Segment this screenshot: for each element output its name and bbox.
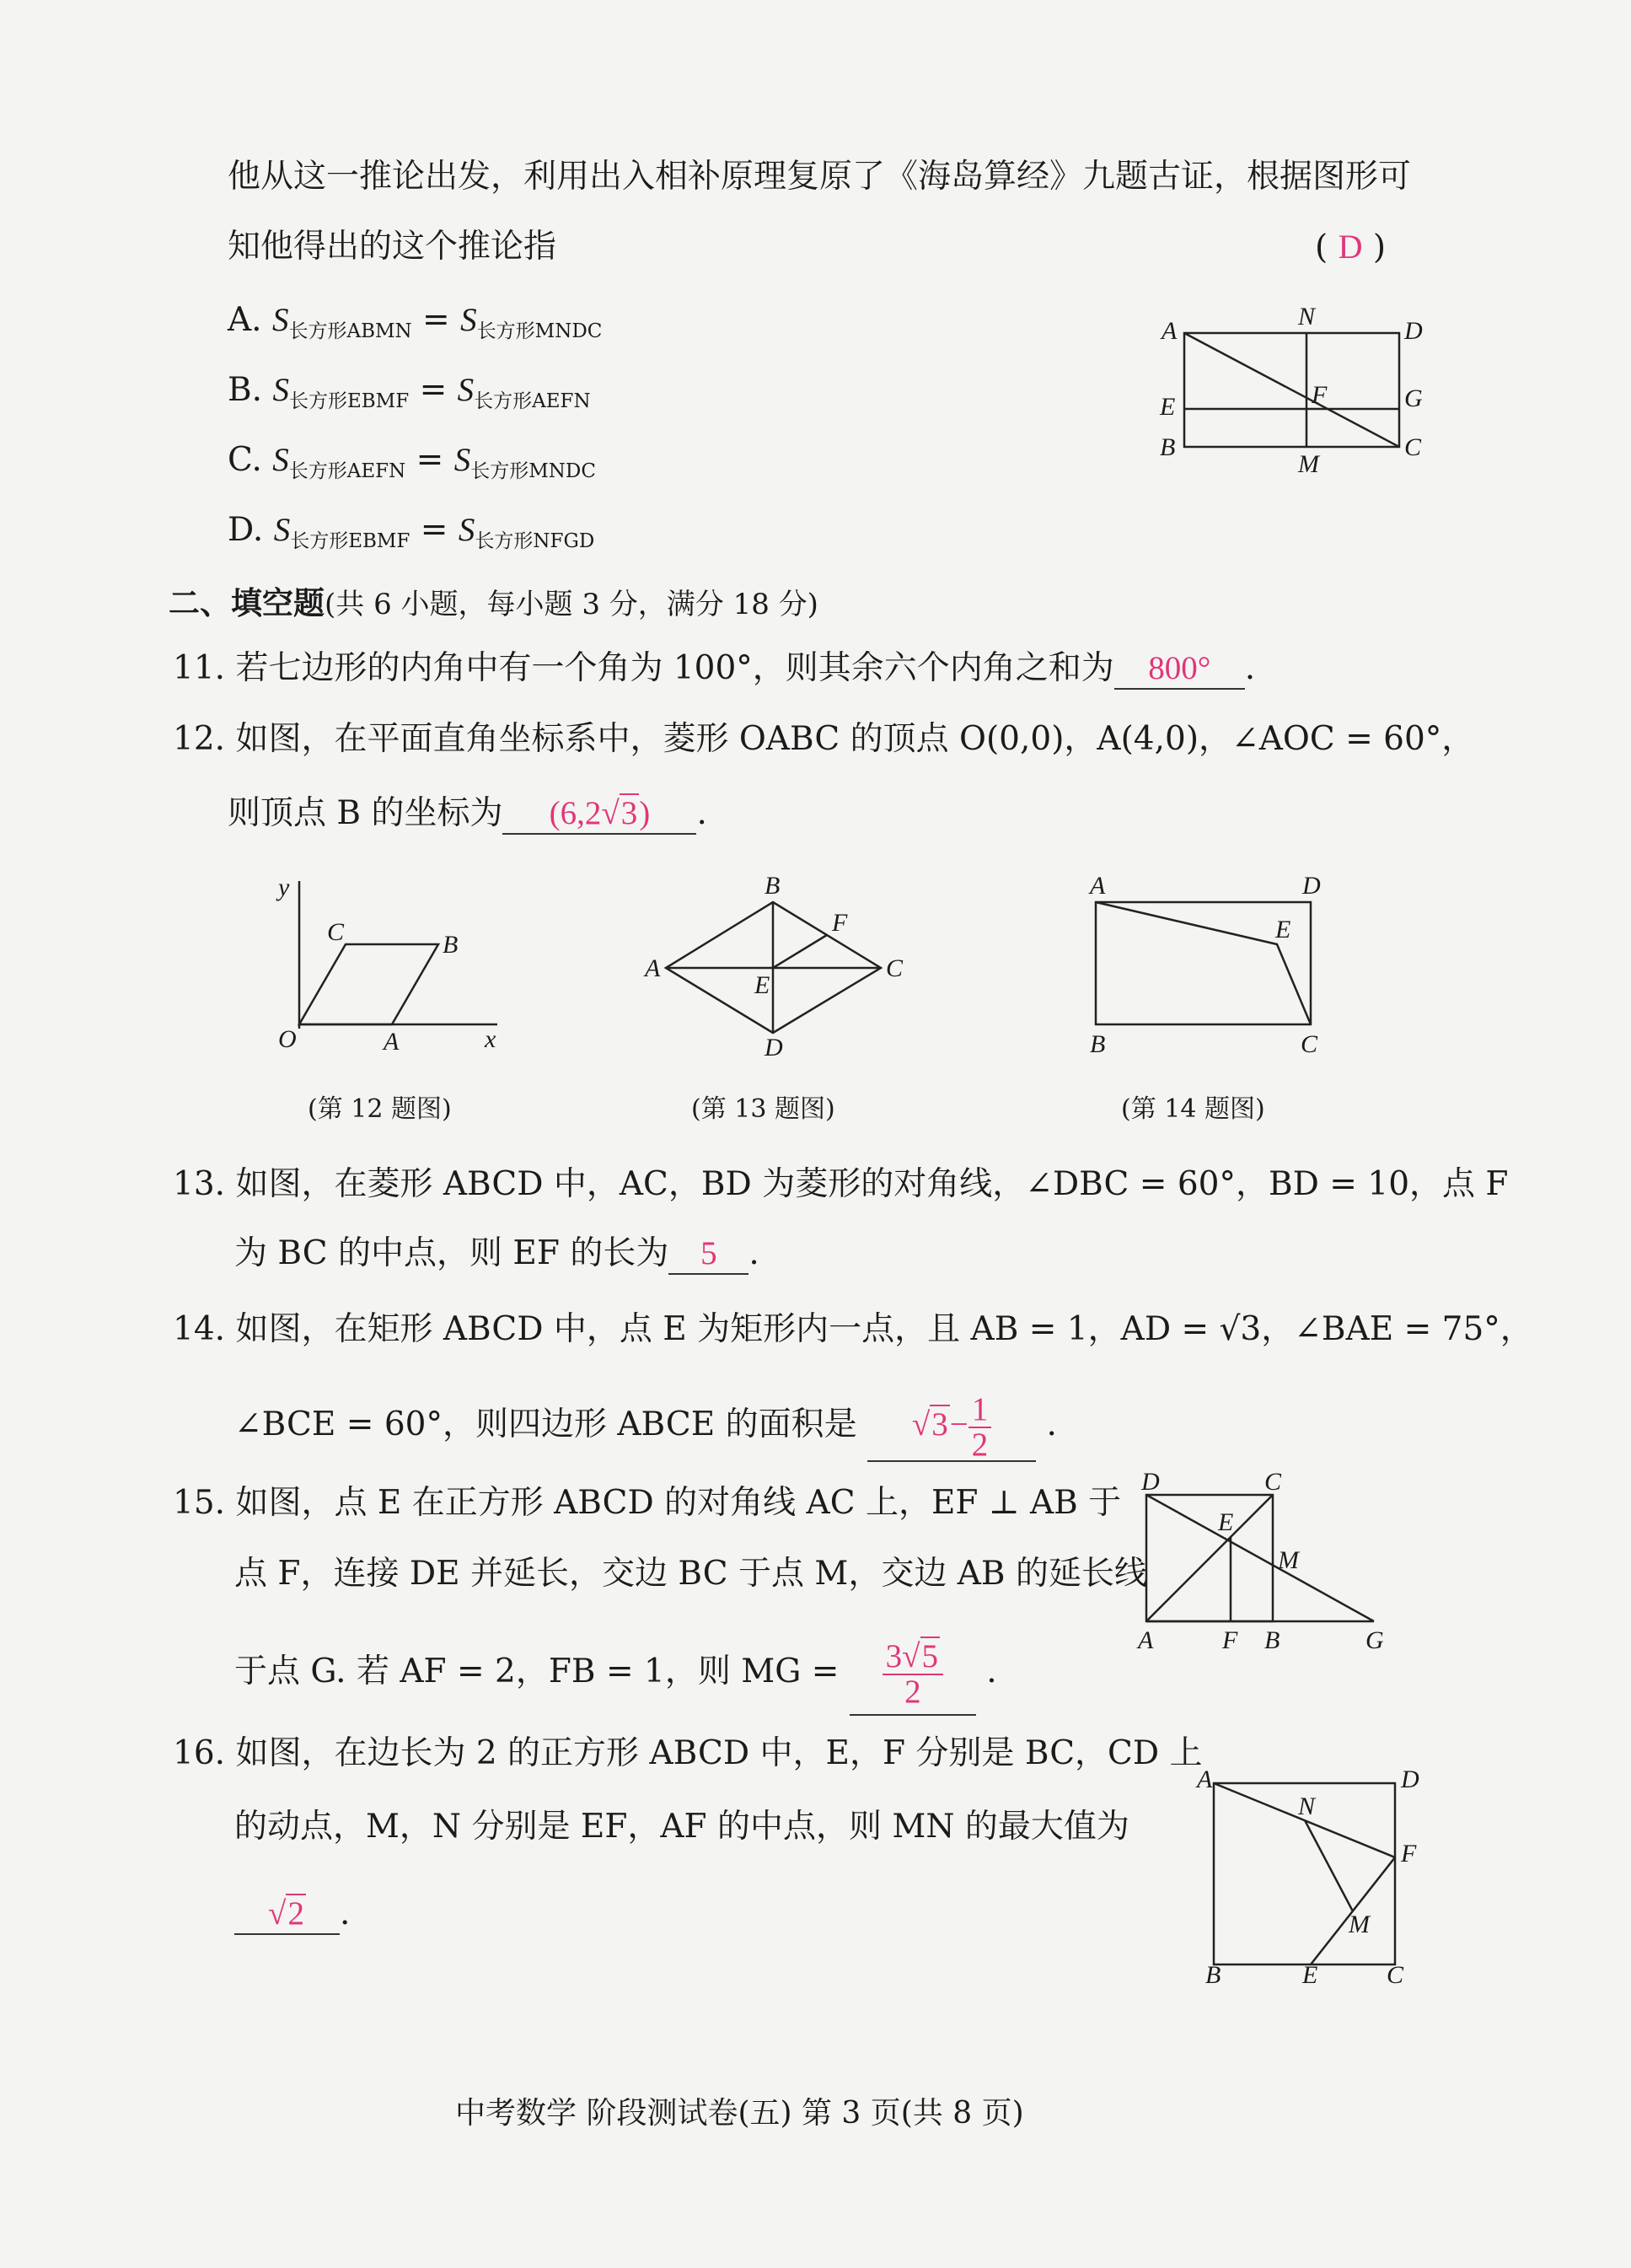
q15-answer: $\frac{3√5}{2}$ [850, 1640, 976, 1716]
fig13-label-f: F [832, 909, 848, 937]
fig16-label-a: A [1197, 1765, 1213, 1793]
fig15-label-a: A [1138, 1626, 1154, 1654]
fig15-label-f: F [1222, 1626, 1238, 1654]
q14-figure [1075, 868, 1336, 1062]
q10-line2: 知他得出的这个推论指 [228, 228, 557, 266]
fig15-label-m: M [1278, 1546, 1299, 1574]
fig15-label-d: D [1141, 1471, 1160, 1496]
q15-figure [1121, 1471, 1399, 1674]
question-15-line1: 15. 如图，点 E 在正方形 ABCD 的对角线 AC 上，EF ⊥ AB 于 [173, 1484, 1122, 1522]
fig13-label-b: B [765, 872, 781, 900]
fig15-label-c: C [1264, 1471, 1282, 1496]
fig15-label-g: G [1365, 1626, 1384, 1654]
fig16-label-c: C [1387, 1961, 1404, 1989]
fig13-label-c: C [886, 954, 904, 982]
fig14-label-c: C [1301, 1030, 1318, 1058]
question-12-line1: 12. 如图，在平面直角坐标系中，菱形 OABC 的顶点 O(0,0)，A(4,0)，∠AOC = 60°， [173, 720, 1475, 758]
fig12-label-x: x [485, 1025, 496, 1053]
question-15-line2: 点 F，连接 DE 并延长，交边 BC 于点 M，交边 AB 的延长线 [234, 1555, 1147, 1593]
option-b: B. $S_{长方形EBMF} = S_{长方形AEFN}$ [228, 371, 591, 412]
q16-answer: √2 [234, 1894, 340, 1935]
question-13-line1: 13. 如图，在菱形 ABCD 中，AC，BD 为菱形的对角线，∠DBC = 60°，BD = 10，点 F [173, 1165, 1509, 1203]
q14-answer: √3− $\frac{1}{2}$ [867, 1393, 1036, 1462]
caption-13: (第 13 题图) [691, 1094, 835, 1124]
fig14-label-a: A [1090, 872, 1106, 900]
fig10-label-c: C [1404, 433, 1422, 461]
page-footer: 中考数学 阶段测试卷(五) 第 3 页(共 8 页) [455, 2096, 1024, 2131]
question-14-line2: ∠BCE = 60°，则四边形 ABCE 的面积是 √3− $\frac{1}{2}$ . [234, 1391, 1057, 1463]
fig16-label-f: F [1401, 1840, 1417, 1868]
fig10-label-d: D [1404, 317, 1423, 345]
question-14-line1: 14. 如图，在矩形 ABCD 中，点 E 为矩形内一点，且 AB = 1，AD = √3，∠BAE = 75°， [173, 1310, 1533, 1348]
fig10-label-g: G [1404, 384, 1423, 412]
fig12-label-a: A [384, 1028, 400, 1056]
fig10-label-n: N [1298, 304, 1316, 331]
fig10-label-m: M [1298, 450, 1319, 478]
fig16-label-d: D [1401, 1765, 1419, 1793]
fig15-label-b: B [1264, 1626, 1280, 1654]
fig15-label-e: E [1218, 1508, 1234, 1536]
fig10-label-a: A [1162, 317, 1178, 345]
fig13-label-e: E [754, 971, 770, 999]
fig12-label-c: C [327, 918, 345, 946]
q13-figure [636, 868, 915, 1062]
fig16-label-b: B [1205, 1961, 1221, 1989]
fig12-label-o: O [278, 1025, 297, 1053]
fig12-label-y: y [278, 873, 290, 901]
caption-14: (第 14 题图) [1121, 1094, 1265, 1124]
q10-line1: 他从这一推论出发，利用出入相补原理复原了《海岛算经》九题古证，根据图形可 [228, 158, 1412, 196]
fig14-label-e: E [1275, 916, 1291, 943]
fig14-label-b: B [1090, 1030, 1106, 1058]
question-13-line2: 为 BC 的中点，则 EF 的长为 5 . [234, 1233, 759, 1275]
q16-figure [1180, 1754, 1433, 1990]
fig16-label-n: N [1298, 1792, 1316, 1820]
question-16-line3: √2 . [234, 1893, 350, 1935]
q13-answer: 5 [668, 1234, 748, 1275]
option-a: A. $S_{长方形ABMN} = S_{长方形MNDC}$ [228, 301, 603, 342]
question-16-line2: 的动点，M，N 分别是 EF，AF 的中点，则 MN 的最大值为 [234, 1808, 1129, 1846]
fig16-label-m: M [1349, 1911, 1370, 1938]
fig13-label-d: D [765, 1034, 783, 1061]
fig10-label-f: F [1312, 381, 1328, 409]
caption-12: (第 12 题图) [308, 1094, 452, 1124]
question-16-line1: 16. 如图，在边长为 2 的正方形 ABCD 中，E，F 分别是 BC，CD 上 [173, 1734, 1203, 1772]
fig12-label-b: B [443, 931, 459, 959]
section-title: 二、填空题(共 6 小题，每小题 3 分，满分 18 分) [169, 585, 818, 621]
q11-answer: 800° [1114, 649, 1245, 690]
fig10-label-e: E [1160, 393, 1176, 421]
option-d: D. $S_{长方形EBMF} = S_{长方形NFGD}$ [228, 511, 595, 552]
option-c: C. $S_{长方形AEFN} = S_{长方形MNDC}$ [228, 441, 596, 482]
q12-figure [253, 868, 523, 1062]
q10-answer-bracket: ( D ) [1315, 228, 1387, 266]
fig13-label-a: A [645, 954, 661, 982]
q10-answer: D [1338, 228, 1363, 266]
fig16-label-e: E [1302, 1961, 1318, 1989]
question-11: 11. 若七边形的内角中有一个角为 100°，则其余六个内角之和为 800° . [173, 648, 1255, 690]
fig10-label-b: B [1160, 433, 1176, 461]
fig14-label-d: D [1302, 872, 1321, 900]
question-12-line2: 则顶点 B 的坐标为 (6,2√3) . [228, 793, 707, 835]
question-15-line3: 于点 G. 若 AF = 2，FB = 1，则 MG = $\frac{3√5}{2}$ . [234, 1640, 997, 1716]
q10-figure [1146, 304, 1424, 485]
q12-answer: (6,2√3) [502, 794, 696, 835]
